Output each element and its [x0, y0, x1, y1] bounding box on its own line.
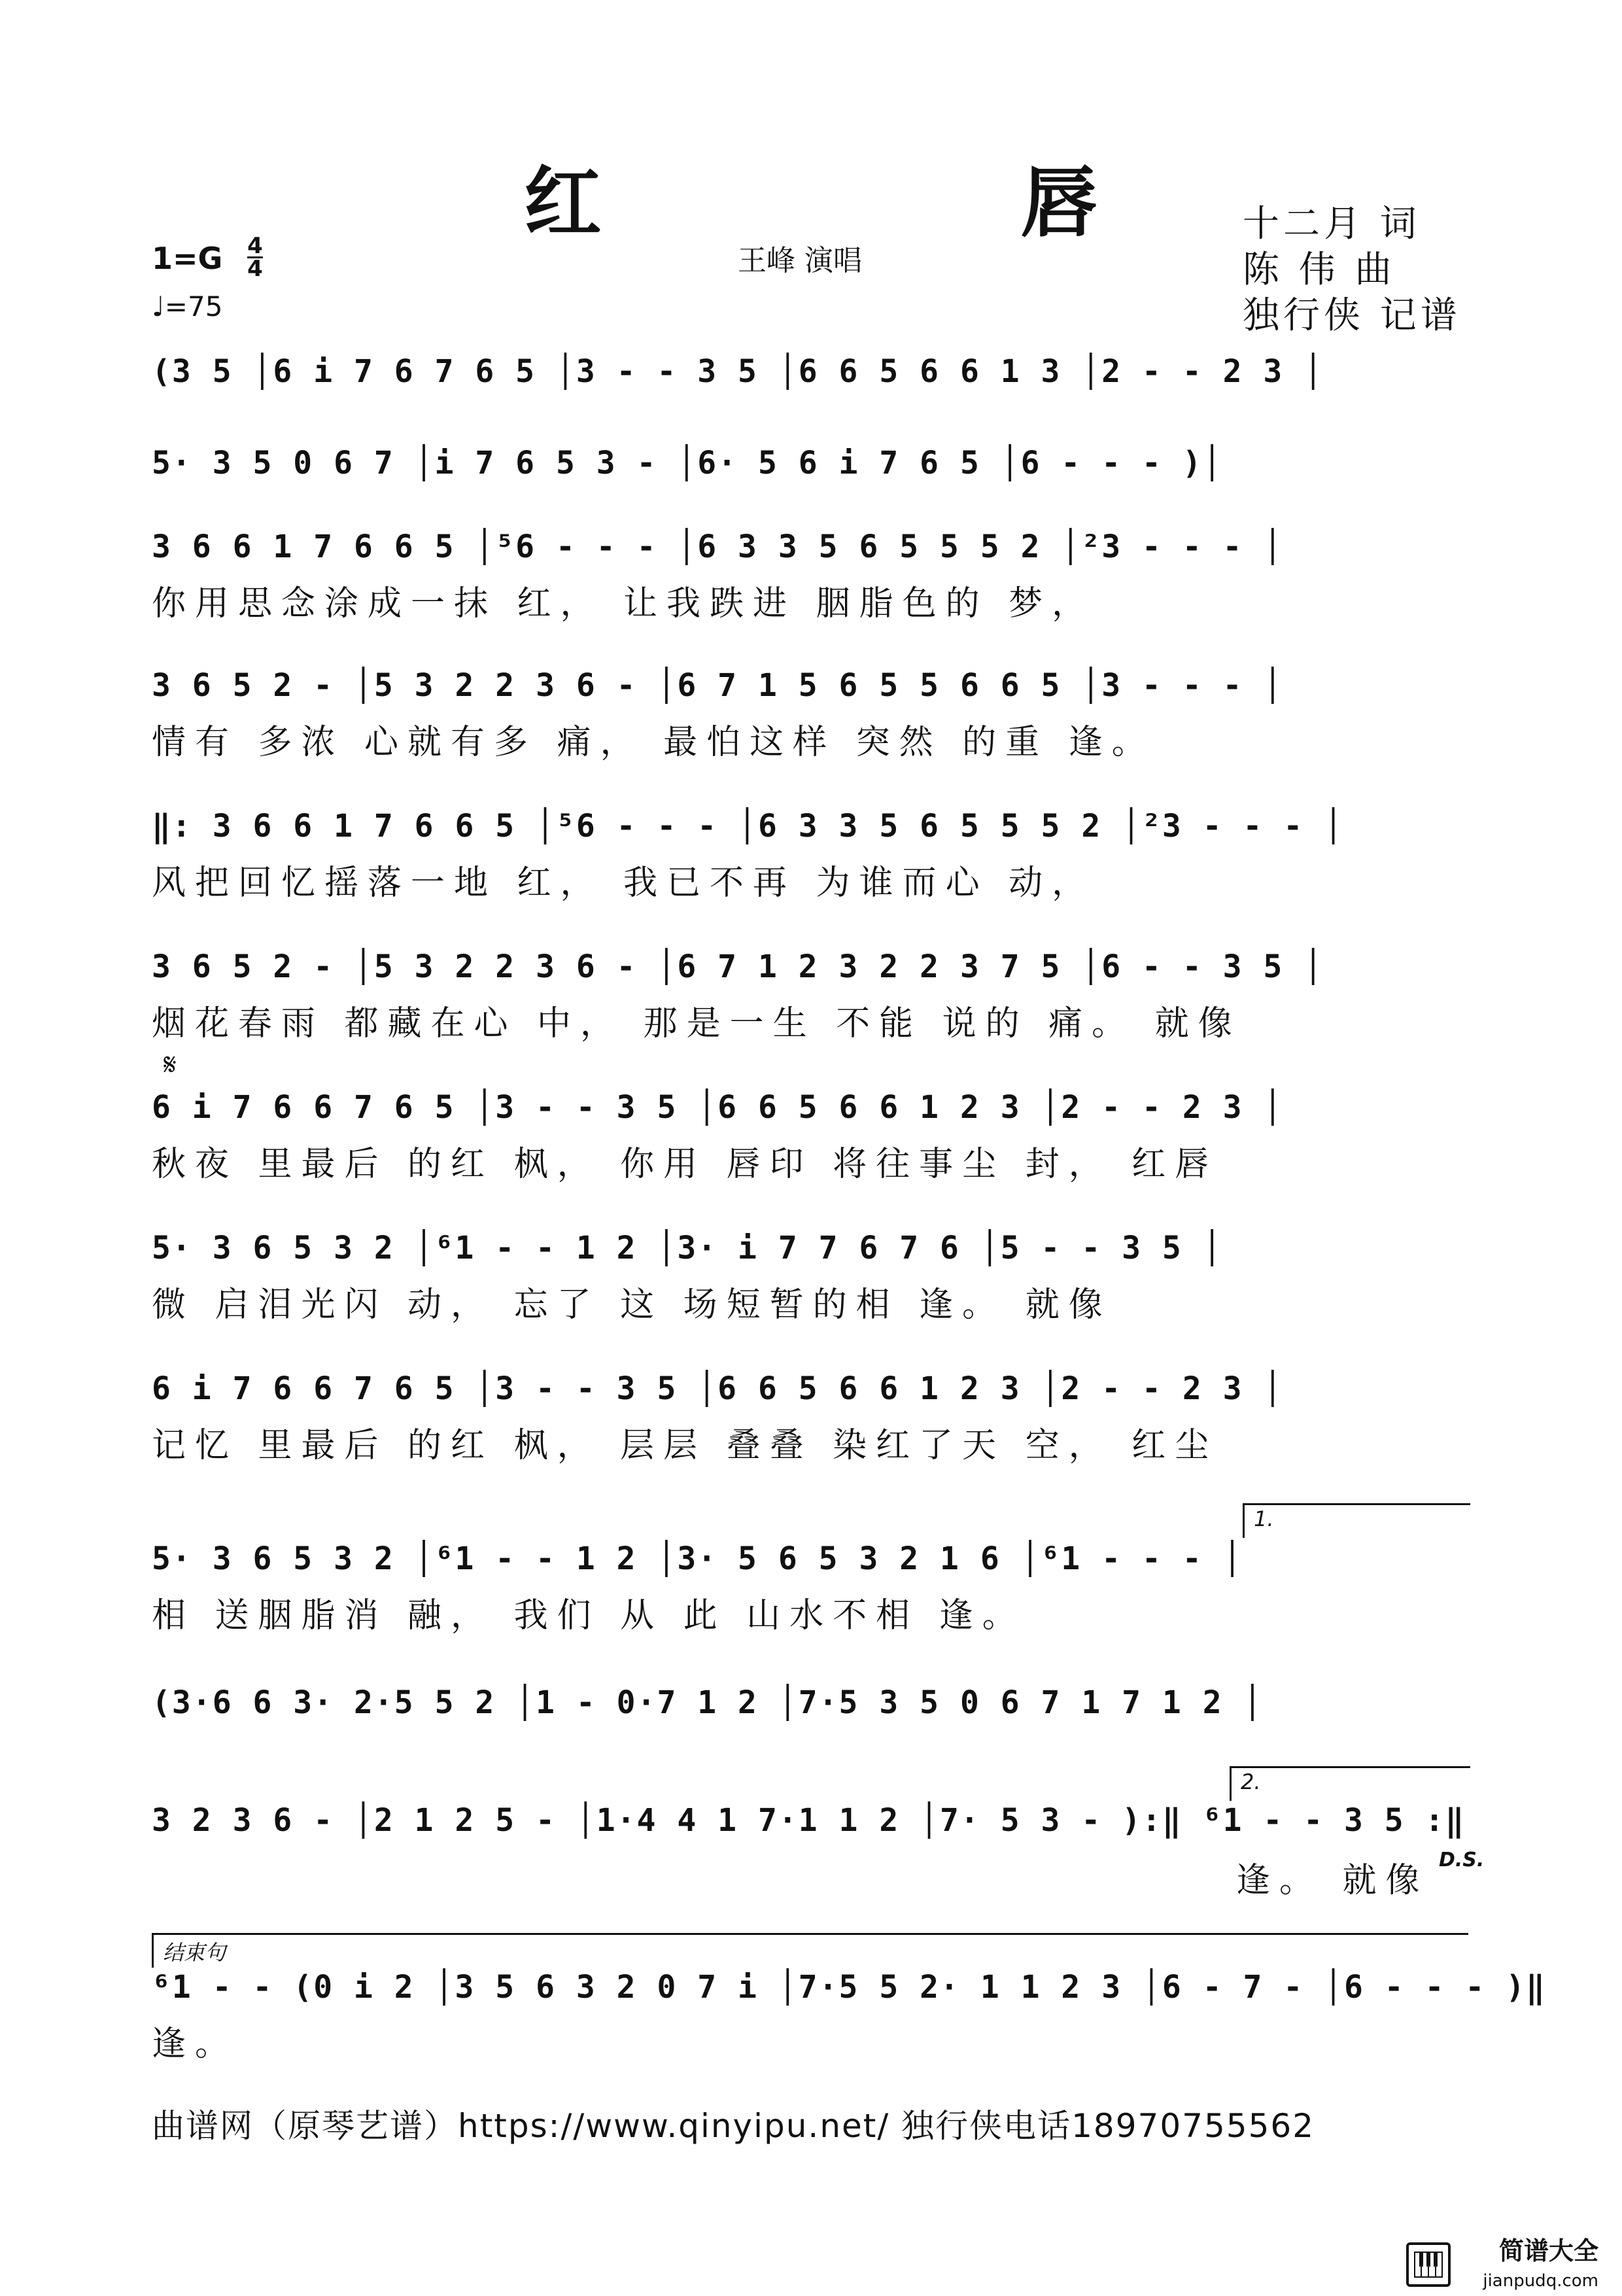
watermark-url: jianpudq.com	[1483, 2271, 1598, 2291]
notation-line-11: (3·6 6 3· 2·5 5 2 │1 - 0·7 1 2 │7·5 3 5 0 6 7 1 7 1 2 │	[152, 1684, 1264, 1721]
notation-line-9: 6 i 7 6 6 7 6 5 │3 - - 3 5 │6 6 5 6 6 1 2 3 │2 - - 2 3 │	[152, 1370, 1284, 1407]
notation-line-1: (3 5 │6 i 7 6 7 6 5 │3 - - 3 5 │6 6 5 6 6 1 3 │2 - - 2 3 │	[152, 353, 1324, 390]
lyric-line-4: 情有 多浓 心就有多 痛， 最怕这样 突然 的重 逢。	[152, 723, 1155, 762]
lyric-line-13: 逢。	[152, 2025, 239, 2064]
volta-bracket-1	[1243, 1503, 1470, 1538]
notation-line-2: 5· 3 5 0 6 7 │i 7 6 5 3 - │6· 5 6 i 7 6 5 │6 - - - )│	[152, 445, 1223, 481]
coda-bracket	[152, 1933, 1468, 1968]
notation-line-13: ⁶1 - - (0 i 2 │3 5 6 3 2 0 7 i │7·5 5 2· 1 1 2 3 │6 - 7 - │6 - - - )‖	[152, 1969, 1546, 2006]
piano-keys-icon	[1406, 2242, 1451, 2287]
lyric-line-10: 相 送胭脂消 融， 我们 从 此 山水不相 逢。	[152, 1596, 1026, 1635]
notation-line-3: 3 6 6 1 7 6 6 5 │⁵6 - - - │6 3 3 5 6 5 5 5 2 │²3 - - - │	[152, 529, 1284, 565]
volta-2-label: 2.	[1241, 1769, 1261, 1794]
notation-line-10: 5· 3 6 5 3 2 │⁶1 - - 1 2 │3· 5 6 5 3 2 1 6 │⁶1 - - - │	[152, 1540, 1243, 1577]
volta-1-label: 1.	[1254, 1506, 1274, 1531]
watermark-name: 简谱大全	[1498, 2236, 1598, 2265]
lyric-line-9: 记忆 里最后 的红 枫， 层层 叠叠 染红了天 空， 红尘	[152, 1426, 1218, 1465]
notation-line-8: 5· 3 6 5 3 2 │⁶1 - - 1 2 │3· i 7 7 6 7 6 │5 - - 3 5 │	[152, 1230, 1223, 1266]
coda-label: 结束句	[163, 1940, 226, 1965]
lyric-line-6: 烟花春雨 都藏在心 中， 那是一生 不能 说的 痛。 就像	[152, 1004, 1241, 1043]
time-signature-top: 4	[247, 233, 263, 259]
key-signature: 1=G	[152, 241, 223, 276]
lyric-line-3: 你用思念涂成一抹 红， 让我跌进 胭脂色的 梦，	[152, 584, 1096, 623]
lyric-line-7: 秋夜 里最后 的红 枫， 你用 唇印 将往事尘 封， 红唇	[152, 1145, 1218, 1184]
time-signature	[247, 233, 263, 282]
footer-source: 曲谱网（原琴艺谱）https://www.qinyipu.net/ 独行侠电话18970755562	[152, 2107, 1315, 2145]
time-signature-bottom: 4	[247, 256, 263, 282]
notation-line-7: 6 i 7 6 6 7 6 5 │3 - - 3 5 │6 6 5 6 6 1 2 3 │2 - - 2 3 │	[152, 1089, 1284, 1126]
transcriber-credit: 独行侠 记谱	[1243, 294, 1461, 337]
page-title: 红 唇	[524, 157, 1294, 248]
watermark-logo	[1483, 2236, 1598, 2296]
notation-line-4: 3 6 5 2 - │5 3 2 2 3 6 - │6 7 1 5 6 5 5 6 6 5 │3 - - - │	[152, 667, 1284, 704]
ds-marking: D.S.	[1439, 1849, 1485, 1871]
lyric-line-8: 微 启泪光闪 动， 忘了 这 场短暂的相 逢。 就像	[152, 1285, 1112, 1325]
tempo-marking: ♩=75	[152, 290, 223, 322]
notation-line-5: ‖: 3 6 6 1 7 6 6 5 │⁵6 - - - │6 3 3 5 6 5 5 5 2 │²3 - - - │	[152, 808, 1345, 844]
composer-credit: 陈 伟 曲	[1243, 249, 1396, 291]
lyricist-credit: 十二月 词	[1243, 203, 1421, 245]
notation-line-6: 3 6 5 2 - │5 3 2 2 3 6 - │6 7 1 2 3 2 2 3 7 5 │6 - - 3 5 │	[152, 948, 1324, 985]
singer-credit: 王峰 演唱	[738, 244, 862, 277]
notation-line-12: 3 2 3 6 - │2 1 2 5 - │1·4 4 1 7·1 1 2 │7· 5 3 - ):‖ ⁶1 - - 3 5 :‖	[152, 1802, 1466, 1839]
lyric-line-5: 风把回忆摇落一地 红， 我已不再 为谁而心 动，	[152, 863, 1096, 903]
segno-sign: 𝄋	[164, 1047, 177, 1082]
volta-2-lyric: 逢。 就像	[1236, 1861, 1429, 1900]
volta-bracket-2	[1230, 1766, 1470, 1801]
